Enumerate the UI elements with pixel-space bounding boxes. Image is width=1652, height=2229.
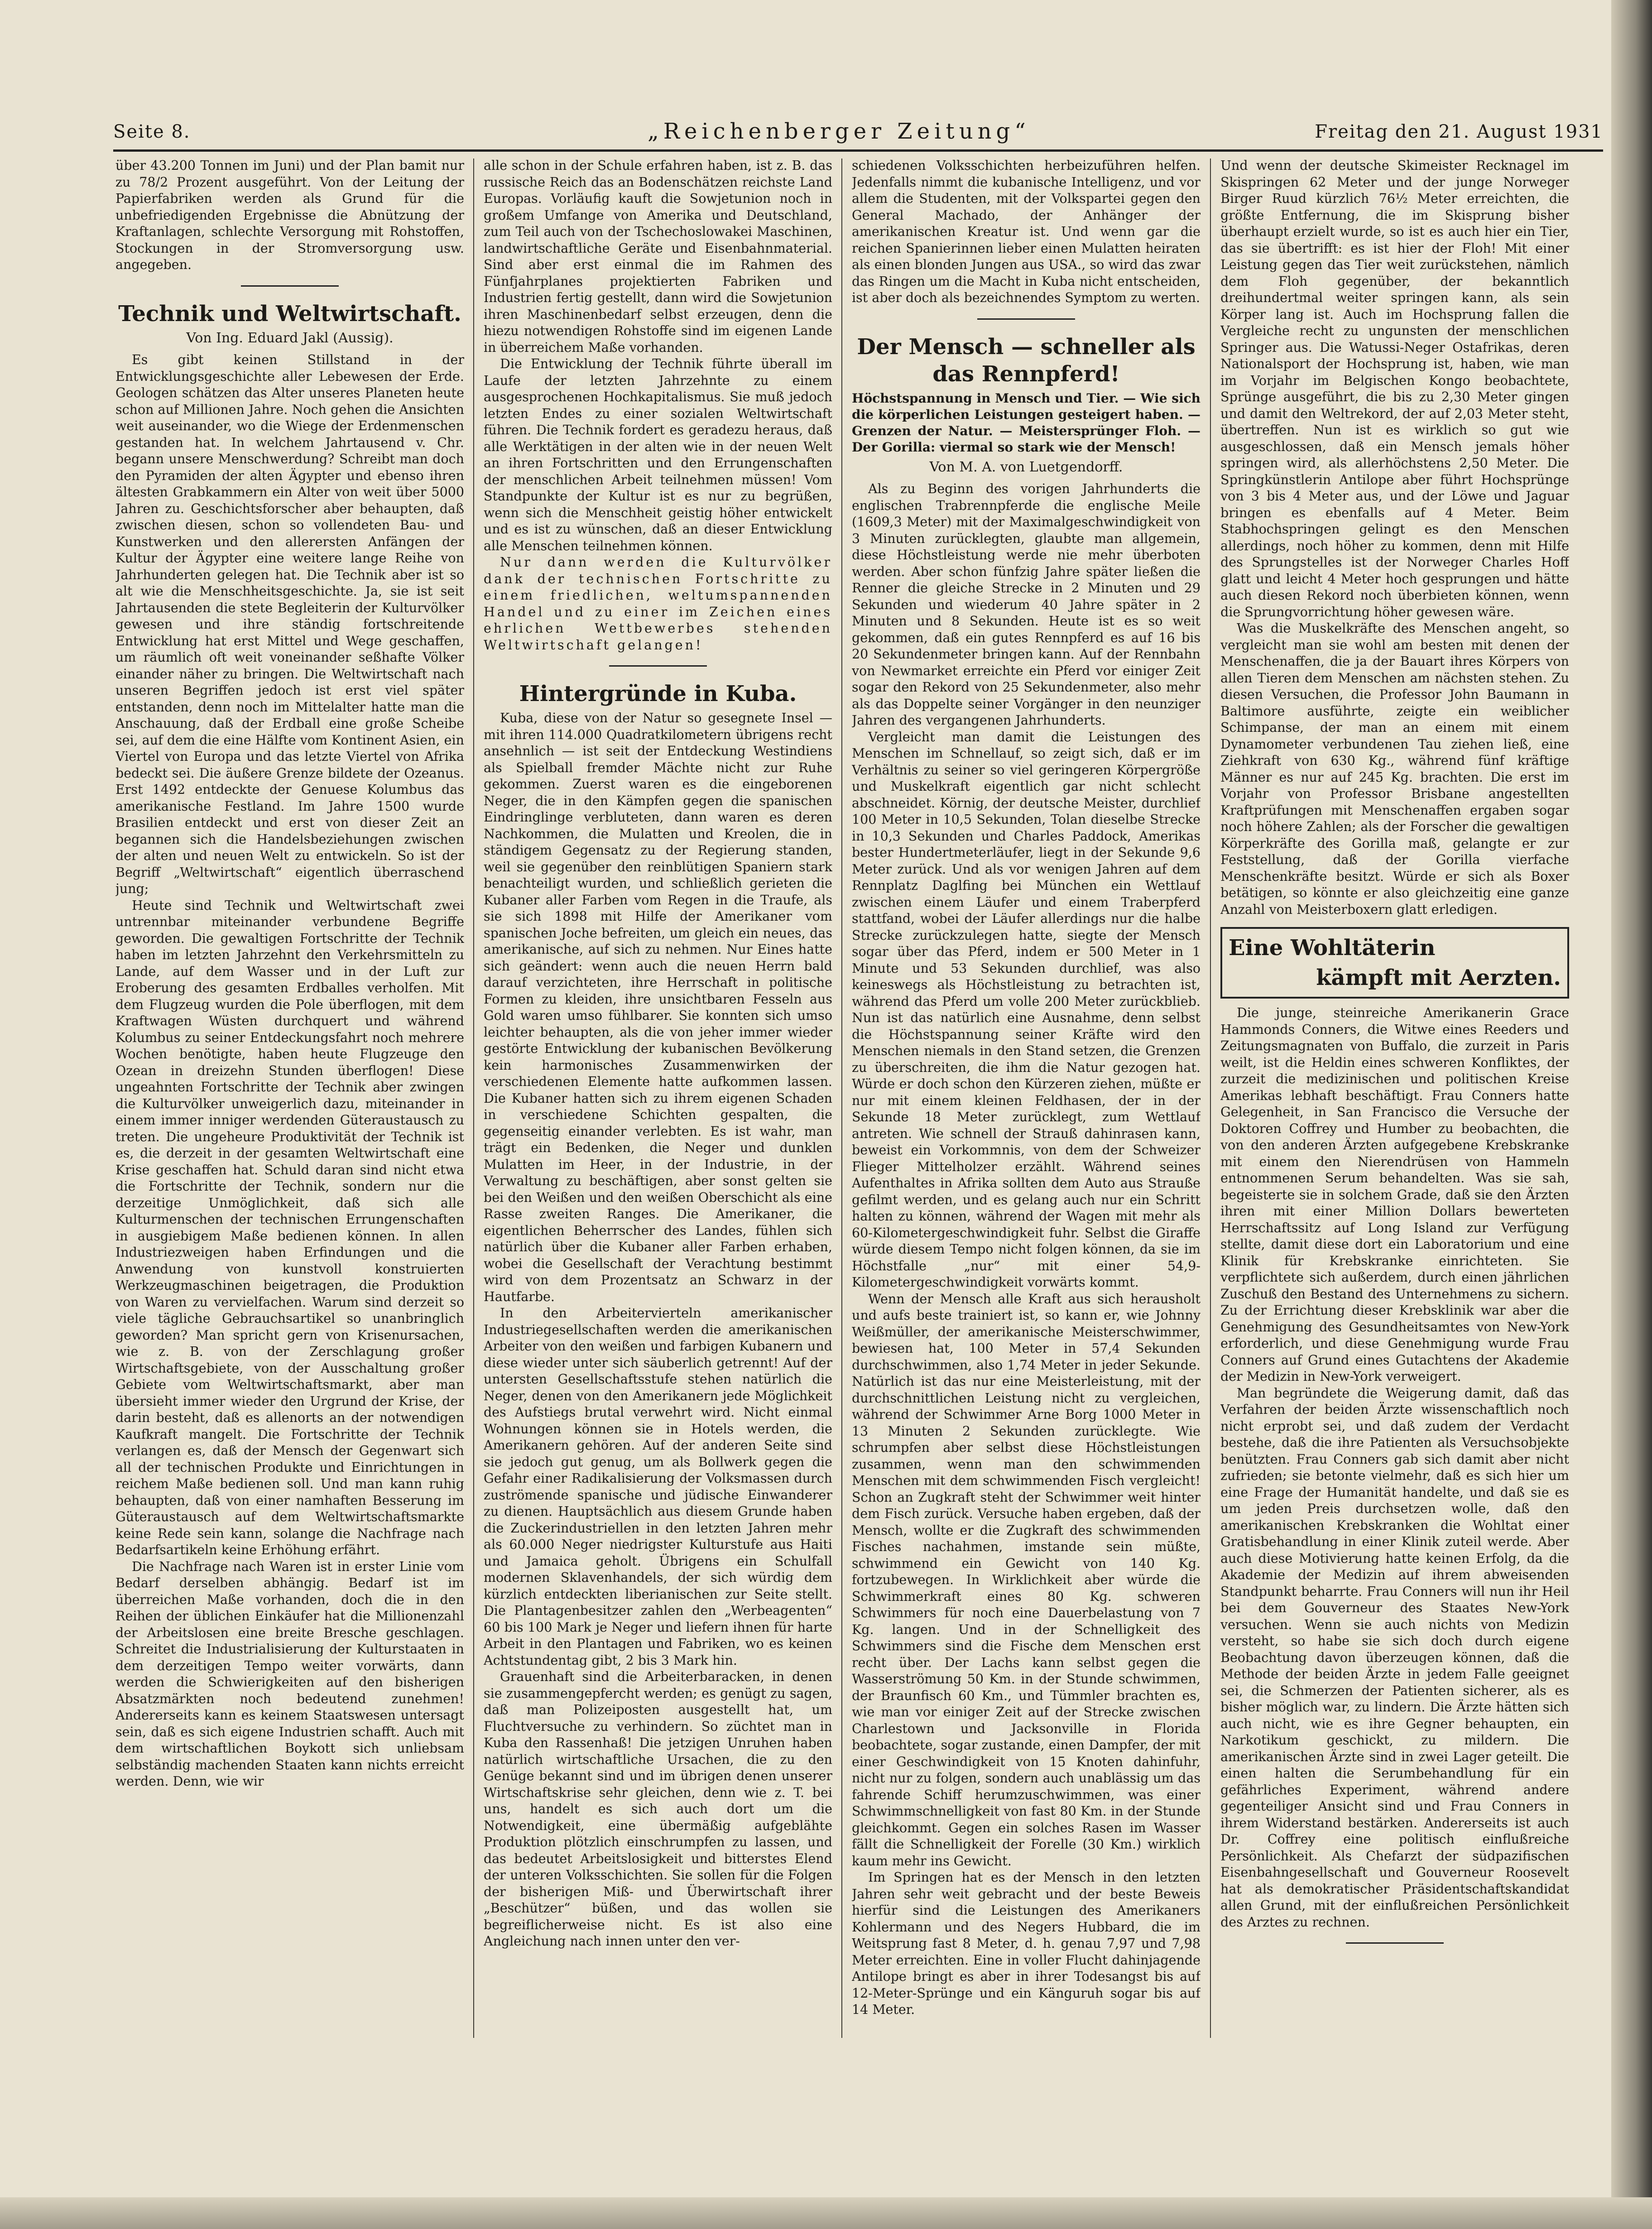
article-paragraph: Die junge, steinreiche Amerikanerin Grace Hammonds Conners, die Witwe eines Reeders und Zeitungsmagnaten von Buffalo, die zurzeit in Paris weilt, ist die Heldin eines schweren Konfliktes, der zurzeit die medizinischen und politischen Kreise Amerikas lebhaft beschäftigt. Frau Conners hatte Gelegenheit, in San Francisco die Versuche der Doktoren Coffrey und Humber zu beobachten, die von den anderen Ärzten aufgegebene Krebskranke mit einem den Nierendrüsen von Hammeln entnommenen Serum behandelten. Was sie sah, begeisterte sie in solchem Grade, daß sie den Ärzten ihren mit einer Million Dollars bewerteten Herrschaftssitz auf Long Island zur Verfügung stellte, damit diese dort ein Laboratorium und eine Klinik für Krebskranke einrichteten. Sie verpflichtete sich außerdem, durch einen jährlichen Zuschuß den Bestand des Unternehmens zu sichern. Zu der Errichtung dieser Krebsklinik war aber die Genehmigung des Gesundheitsamtes von New-York erforderlich, und diese Genehmigung wurde Frau Conners auf Grund eines Gutachtens der Akademie der Medizin in New-York verweigert. [1220, 1005, 1569, 1384]
column-1 [115, 158, 464, 2060]
article-paragraph: Es gibt keinen Stillstand in der Entwicklungsgeschichte aller Lebewesen der Erde. Geologen schätzen das Alter unseres Planeten heute schon auf Millionen Jahre. Noch gehen die Ansichten weit auseinander, wo die Wiege der Erdenmenschen gestanden hat. In welchem Jahrtausend v. Chr. begann unsere Menschwerdung? Schreibt man doch den Pyramiden der alten Ägypter und ebenso ihren ältesten Grabkammern ein Alter von weit über 5000 Jahren zu. Geschichtsforscher aber behaupten, daß zwischen diesen, schon so vollendeten Bau- und Kunstwerken und den allerersten Anfängen der Kultur der Ägypter eine weitere lange Reihe von Jahrhunderten gelegen hat. Die Technik aber ist so alt wie die Menschheitsgeschichte. Ja, sie ist seit Jahrtausenden die stete Begleiterin der Kulturvölker gewesen und ihre ständig fortschreitende Entwicklung hat erst Mittel und Wege geschaffen, um räumlich oft weit voneinander seßhafte Völker einander näher zu bringen. Die Weltwirtschaft nach unseren Begriffen jedoch ist erst viel später entstanden, denn noch im Mittelalter hatte man die Anschauung, daß der Erdball eine große Scheibe sei, auf dem die eine Hälfte vom Kontinent Asien, ein Viertel von Europa und das letzte Viertel von Afrika bedeckt sei. Die äußere Grenze bildete der Ozeanus. Erst 1492 entdeckte der Genuese Kolumbus das amerikanische Festland. Im Jahre 1500 wurde Brasilien entdeckt und erst von dieser Zeit an begannen sich die Handelsbeziehungen zwischen der alten und neuen Welt zu entwickeln. So ist der Begriff „Weltwirtschaft“ eigentlich überraschend jung; [115, 352, 464, 896]
article-paragraph: Und wenn der deutsche Skimeister Recknagel im Skispringen 62 Meter und der junge Norweger Birger Ruud kürzlich 76½ Meter erreichten, die größte Entfernung, die im Skisprung bisher überhaupt erzielt wurde, so ist es auch hier ein Tier, das sie übertrifft: es ist hier der Floh! Mit einer Leistung gegen das Tier weit zurückstehen, nämlich dem Floh gegenüber, der bekanntlich dreihundertmal weiter springen kann, als sein Körper lang ist. Auch im Hochsprung fallen die Vergleiche recht zu ungunsten der menschlichen Springer aus. Die Watussi-Neger Ostafrikas, deren Nationalsport der Hochsprung ist, haben, wie man im Vorjahr im Belgischen Kongo beobachtete, Sprünge ausgeführt, die bis zu 2,30 Meter gingen und damit den Weltrekord, der auf 2,03 Meter steht, übertreffen. Nun ist es wirklich so gut wie ausgeschlossen, daß ein Mensch jemals höher springen wird, als allerhöchstens 2,50 Meter. Die Springkünstlerin Antilope aber führt Hochsprünge von 3 bis 4 Meter aus, und der Löwe und Jaguar bringen es ebenfalls auf 4 Meter. Beim Stabhochspringen gelingt es den Menschen allerdings, noch höher zu kommen, denn mit Hilfe des Sprungstelles ist der Norweger Charles Hoff glatt und leicht 4 Meter hoch gesprungen und hätte auch diesen Rekord noch überbieten können, wenn die Sprungvorrichtung höher gewesen wäre. [1220, 158, 1569, 620]
article-paragraph: Nur dann werden die Kulturvölker dank der technischen Fortschritte zu einem friedlichen, weltumspannenden Handel und zu einer im Zeichen eines ehrlichen Wettbewerbes stehenden Weltwirtschaft gelangen! [484, 555, 832, 653]
issue-date: Freitag den 21. August 1931 [1315, 121, 1603, 142]
newspaper-title: „Reichenberger Zeitung“ [648, 119, 1030, 144]
article-headline: kämpft mit Aerzten. [1316, 965, 1561, 990]
article-headline: Hintergründe in Kuba. [519, 681, 797, 706]
article-paragraph: alle schon in der Schule erfahren haben, ist z. B. das russische Reich das an Bodenschätzen reichste Land Europas. Vorläufig kauft die Sowjetunion noch in großem Umfange von Amerika und Deutschland, zum Teil auch von der Tschechoslowakei Maschinen, landwirtschaftliche Geräte und Eisenbahnmaterial. Sind aber erst einmal die im Rahmen des Fünfjahrplanes projektierten Fabriken und Industrien fertig gestellt, dann wird die Sowjetunion ihren Maschinenbedarf selbst erzeugen, denn die hiezu notwendigen Rohstoffe sind im eigenen Lande in überreichem Maße vorhanden. [484, 158, 832, 355]
headline-box [1220, 927, 1569, 999]
article-paragraph: Die Entwicklung der Technik führte überall im Laufe der letzten Jahrzehnte zu einem ausgesprochenen Hochkapitalismus. Sie muß jedoch letzten Endes zu einer sozialen Weltwirtschaft führen. Die Technik fordert es geradezu heraus, daß alle Werktätigen in der alten wie in der neuen Welt an ihren Fortschritten und den Errungenschaften der menschlichen Arbeit teilnehmen müssen! Vom Standpunkte der Kultur ist es nur zu begrüßen, wenn sich die Menschheit geistig höher entwickelt und es ist zu wünschen, daß an dieser Entwicklung alle Menschen teilnehmen können. [484, 356, 832, 553]
page-number: Seite 8. [113, 121, 191, 142]
article-divider [977, 318, 1075, 320]
article-paragraph: Im Springen hat es der Mensch in den letzten Jahren sehr weit gebracht und der beste Beweis hierfür sind die Leistungen des Amerikaners Kohlermann und des Negers Hubbard, die im Weitsprung fast 8 Meter, d. h. genau 7,97 und 7,98 Meter erreichten. Eine in voller Flucht dahinjagende Antilope bringt es aber in ihrer Todesangst bis auf 12-Meter-Sprünge und ein Känguruh sogar bis auf 14 Meter. [852, 1870, 1201, 2017]
scan-edge-right [1611, 0, 1652, 2229]
page-header [113, 121, 1603, 149]
article-paragraph: Grauenhaft sind die Arbeiterbaracken, in denen sie zusammengepfercht werden; es genügt zu sagen, daß man Polizeiposten ausgestellt hat, um Fluchtversuche zu verhindern. So züchtet man in Kuba den Rassenhaß! Die jetzigen Unruhen haben natürlich wirtschaftliche Ursachen, die zu den Genüge bekannt sind und im übrigen denen unserer Wirtschaftskrise sehr gleichen, denn wie z. T. bei uns, handelt es sich auch dort um die Notwendigkeit, eine übermäßig aufgeblähte Produktion plötzlich einschrumpfen zu lassen, und das bedeutet Arbeitslosigkeit und bitterstes Elend der unteren Volksschichten. Sie sollen für die Folgen der bisherigen Miß- und Überwirtschaft ihrer „Beschützer“ büßen, und das wollen sie begreiflicherweise nicht. Es ist also eine Angleichung nach innen unter den ver- [484, 1669, 832, 1949]
article-headline: Technik und Weltwirtschaft. [118, 301, 461, 327]
column-3 [852, 158, 1201, 2060]
article-paragraph: Heute sind Technik und Weltwirtschaft zwei untrennbar miteinander verbundene Begriffe geworden. Die gewaltigen Fortschritte der Technik haben im letzten Jahrzehnt den Verkehrsmitteln zu Lande, auf dem Wasser und in der Luft zur Eroberung des gesamten Erdballes verholfen. Mit dem Flugzeug wurden die Pole überflogen, mit dem Kraftwagen Wüsten durchquert und während Kolumbus zu seiner Entdeckungsfahrt noch mehrere Wochen benötigte, haben heute Flugzeuge den Ozean in dreizehn Stunden überflogen! Diese ungeahnten Fortschritte der Technik aber zwingen die Kulturvölker unweigerlich dazu, miteinander in einem immer inniger werdenden Güteraustausch zu treten. Die ungeheure Produktivität der Technik ist es, die derzeit in der gesamten Weltwirtschaft eine Krise geschaffen hat. Schuld daran sind nicht etwa die Fortschritte der Technik, sondern nur die derzeitige Unmöglichkeit, daß sich alle Kulturmenschen der technischen Errungenschaften in ausgiebigem Maße bedienen können. In allen Industriezweigen haben Erfindungen und die Anwendung von kunstvoll konstruierten Werkzeugmaschinen beigetragen, die Produktion von Waren zu vervielfachen. Warum sind derzeit so viele tägliche Gebrauchsartikel so unanbringlich geworden? Man spricht gern von Krisenursachen, wie z. B. von der Zerschlagung großer Wirtschaftsgebiete, von der Ausschaltung großer Gebiete vom Weltwirtschaftsmarkt, aber man übersieht immer wieder den Urgrund der Krise, der darin besteht, daß es allenorts an der notwendigen Kaufkraft mangelt. Die Fortschritte der Technik verlangen es, daß der Mensch der Gegenwart sich all der technischen Produkte und Einrichtungen in reichem Maße bedienen soll. Und man kann ruhig behaupten, daß von einer namhaften Besserung im Güteraustausch auf dem Weltwirtschaftsmarkte keine Rede sein kann, solange die Nachfrage nach Bedarfsartikeln keine Erhöhung erfährt. [115, 898, 464, 1557]
column-2 [484, 158, 832, 2060]
article-continuation: über 43.200 Tonnen im Juni) und der Plan bamit nur zu 78/2 Prozent ausgeführt. Von der Leitung der Papierfabriken werden als Grund für die unbefriedigenden Ergebnisse die Abnützung der Kraftanlagen, schlechte Versorgung mit Rohstoffen, Stockungen in der Stromversorgung usw. angegeben. [115, 158, 464, 272]
article-paragraph: Man begründete die Weigerung damit, daß das Verfahren der beiden Ärzte wissenschaftlich noch nicht erprobt sei, und daß zudem der Verdacht bestehe, daß die ihre Patienten als Versuchsobjekte benützten. Frau Conners gab sich damit aber nicht zufrieden; sie betonte vielmehr, daß es sich hier um eine Frage der Humanität handelte, und daß sie es um jeden Preis durchsetzen wolle, daß den amerikanischen Krebskranken die Wohltat einer Gratisbehandlung in einer Klinik zuteil werde. Aber auch diese Motivierung hatte keinen Erfolg, da die Akademie der Medizin auf ihrem abweisenden Standpunkt beharrte. Frau Conners will nun ihr Heil bei dem Gouverneur des Staates New-York versuchen. Wenn sie auch nichts von Medizin versteht, so habe sie sich doch durch eigene Beobachtung davon überzeugen können, daß die Methode der beiden Ärzte in jedem Falle geeignet sei, die Schmerzen der Patienten sicherer, als es bisher möglich war, zu lindern. Die Ärzte hätten sich auch nicht, wie es ihre Gegner behaupten, ein Narkotikum geschickt, zu mildern. Die amerikanischen Ärzte sind in zwei Lager geteilt. Die einen halten die Serumbehandlung für ein gefährliches Experiment, während andere gegenteiliger Ansicht sind und Frau Conners in ihrem Widerstand bestärken. Andererseits ist auch Dr. Coffrey eine politisch einflußreiche Persönlichkeit. Als Chefarzt der südpazifischen Eisenbahngesellschaft und Gouverneur Roosevelt hat als demokratischer Präsidentschaftskandidat allen Grund, mit der einflußreichen Persönlichkeit des Arztes zu rechnen. [1220, 1385, 1569, 1930]
article-byline: Von M. A. von Luetgendorff. [929, 459, 1123, 475]
article-paragraph: Was die Muskelkräfte des Menschen angeht, so vergleicht man sie wohl am besten mit denen der Menschenaffen, die ja der Bauart ihres Körpers von allen Tieren dem Menschen am nächsten stehen. Zu diesen Versuchen, die Professor John Baumann in Baltimore ausführte, zeigte ein weiblicher Schimpanse, der man an einem mit einem Dynamometer verbundenen Tau ziehen ließ, eine Ziehkraft von 630 Kg., während fünf kräftige Männer es nur auf 245 Kg. brachten. Die erst im Vorjahr von Professor Brisbane angestellten Kraftprüfungen mit Menschenaffen ergaben sogar noch höhere Zahlen; als der Forscher die gewaltigen Körperkräfte des Gorilla maß, gelangte er zur Feststellung, daß der Gorilla vierfache Menschenkräfte besitzt. Würde er sich als Boxer betätigen, so könnte er also gleichzeitig eine ganze Anzahl von Meisterboxern glatt erledigen. [1220, 621, 1569, 917]
article-divider [241, 285, 339, 287]
column-rule [473, 159, 474, 2038]
article-paragraph: In den Arbeitervierteln amerikanischer Industriegesellschaften werden die amerikanischen Arbeiter von den weißen und farbigen Kubanern und diese wieder unter sich säuberlich getrennt! Auf der untersten Gesellschaftsstufe stehen natürlich die Neger, denen von den Amerikanern jede Möglichkeit des Aufstiegs brutal verwehrt wird. Nicht einmal Wohnungen können sie in Hotels werden, die Amerikanern gehören. Auf der anderen Seite sind sie jedoch gut genug, um als Bollwerk gegen die Gefahr einer Radikalisierung der Volksmassen durch zuströmende spanische und jüdische Einwanderer zu dienen. Hauptsächlich aus diesem Grunde haben die Zuckerindustriellen in den letzten Jahren mehr als 60.000 Neger niedrigster Kulturstufe aus Haiti und Jamaica geholt. Übrigens ein Schulfall modernen Sklavenhandels, der sich würdig dem kürzlich entdeckten liberianischen zur Seite stellt. Die Plantagenbesitzer zahlen den „Werbeagenten“ 60 bis 100 Mark je Neger und liefern ihnen für harte Arbeit in den Plantagen und Fabriken, wo es keinen Achtstundentag gibt, 2 bis 3 Mark hin. [484, 1306, 832, 1668]
article-paragraph: Kuba, diese von der Natur so gesegnete Insel — mit ihren 114.000 Quadratkilometern übrigens recht ansehnlich — ist seit der Entdeckung Westindiens als Spielball fremder Mächte nicht zur Ruhe gekommen. Zuerst waren es die eingeborenen Neger, die in den Kämpfen gegen die spanischen Eindringlinge verbluteten, dann waren es deren Nachkommen, die Mulatten und Kreolen, die in ständigem Gegensatz zu der Regierung standen, weil sie gegenüber den reinblütigen Spaniern stark benachteiligt wurden, und schließlich gerieten die Kubaner aller Farben vom Regen in die Traufe, als sie sich 1898 mit Hilfe der Amerikaner vom spanischen Joche befreiten, um gleich ein neues, das amerikanische, auf sich zu nehmen. Nur Eines hatte sich geändert: wenn auch die neuen Herrn bald darauf verzichteten, ihre Herrschaft in politische Formen zu kleiden, ihre unsichtbaren Fesseln aus Gold waren umso fühlbarer. Sie konnten sich umso leichter behaupten, als die von jeher immer wieder gestörte Entwicklung der kubanischen Bevölkerung kein harmonisches Zusammenwirken der verschiedenen Elemente hatte aufkommen lassen. Die Kubaner hatten sich zu ihrem eigenen Schaden in verschiedene Schichten gespalten, die gegenseitig einander verlebten. Es ist wahr, man trägt ein Bedenken, die Neger und dunklen Mulatten im Heer, in der Industrie, in der Verwaltung zu beschäftigen, aber sonst gelten sie bei den Weißen und den weißen Oberschicht als eine Rasse zweiten Ranges. Die Amerikaner, die eigentlichen Beherrscher des Landes, fühlen sich natürlich über die Kubaner aller Farben erhaben, wobei die Gesellschaft der Verachtung bestimmt wird von dem Prozentsatz an Schwarz in der Hautfarbe. [484, 711, 832, 1304]
article-byline: Von Ing. Eduard Jakl (Aussig). [186, 330, 394, 346]
column-rule [1210, 159, 1211, 2038]
article-continuation: schiedenen Volksschichten herbeizuführen helfen. Jedenfalls nimmt die kubanische Intelligenz, und vor allem die Studenten, mit der Volkspartei gegen den General Machado, der Anhänger der amerikanischen Kreatur ist. Und wenn gar die reichen Spanierinnen lieber einen Mulatten heiraten als einen blonden Jungen aus USA., so wird das zwar das Ringen um die Macht in Kuba nicht entscheiden, ist aber doch als bezeichnendes Symptom zu werten. [852, 158, 1201, 305]
article-paragraph: Die Nachfrage nach Waren ist in erster Linie vom Bedarf derselben abhängig. Bedarf ist im überreichen Maße vorhanden, doch die in den Reihen der üblichen Einkäufer hat die Millionenzahl der Arbeitslosen eine breite Bresche geschlagen. Schreitet die Industrialisierung der Kulturstaaten in dem derzeitigen Tempo weiter vorwärts, dann werden die Schwierigkeiten auf den bisherigen Absatzmärkten noch bedeutend zunehmen! Andererseits kann es keinem Staatswesen untersagt sein, daß es sich eigene Industrien schafft. Auch mit dem wirtschaftlichen Boykott sich unliebsam selbständig machenden Staaten kann nichts erreicht werden. Denn, wie wir [115, 1559, 464, 1789]
column-rule [841, 159, 842, 2038]
article-divider [1346, 1942, 1444, 1944]
article-headline: Der Mensch — schneller als das Rennpferd! [857, 334, 1196, 387]
column-4 [1220, 158, 1569, 2060]
article-paragraph: Als zu Beginn des vorigen Jahrhunderts die englischen Trabrennpferde die englische Meile (1609,3 Meter) mit der Maximalgeschwindigkeit von 3 Minuten zurücklegten, glaubte man allgemein, diese Höchstleistung werde nie mehr überboten werden. Aber schon fünfzig Jahre später ließen die Renner die gleiche Strecke in 2 Minuten und 29 Sekunden und wiederum 40 Jahre später in 2 Minuten und 8 Sekunden. Heute ist es so weit gekommen, daß ein gutes Rennpferd es auf 16 bis 20 Sekundenmeter bringen kann. Auf der Rennbahn von Newmarket erreichte ein Pferd vor einiger Zeit sogar den Rekord von 25 Sekundenmeter, also mehr als das Doppelte seiner Vorgänger in den neunziger Jahren des vergangenen Jahrhunderts. [852, 481, 1201, 728]
article-divider [609, 665, 707, 667]
article-paragraph: Vergleicht man damit die Leistungen des Menschen im Schnellauf, so zeigt sich, daß er im Verhältnis zu seiner so viel geringeren Körpergröße und Muskelkraft eigentlich gar nicht schlecht abschneidet. Körnig, der deutsche Meister, durchlief 100 Meter in 10,5 Sekunden, Tolan dieselbe Strecke in 10,3 Sekunden und Charles Paddock, Amerikas bester Hundertmeterläufer, liegt in der Sekunde 9,6 Meter zurück. Und als vor wenigen Jahren auf dem Rennplatz Daglfing bei München ein Wettlauf zwischen einem Läufer und einem Traberpferd stattfand, wobei der Läufer allerdings nur die halbe Strecke zurückzulegen hatte, siegte der Mensch sogar über das Pferd, indem er 500 Meter in 1 Minute und 53 Sekunden durchlief, was also keineswegs als Höchstleistung zu betrachten ist, während das Pferd um volle 200 Meter zurückblieb. Nun ist das natürlich eine Ausnahme, denn selbst die Höchstspannung seiner Kräfte wird den Menschen niemals in den Stand setzen, die Grenzen zu überschreiten, die ihm die Natur gezogen hat. Würde er doch schon den Kürzeren ziehen, müßte er nur mit einem kleinen Feldhasen, der in der Sekunde 18 Meter zurücklegt, zum Wettlauf antreten. Wie schnell der Strauß dahinrasen kann, beweist ein Vorkommnis, von dem der Schweizer Flieger Mittelholzer erzählt. Während seines Aufenthaltes in Afrika sollten dem Auto aus Strauße gefilmt werden, und es gelang auch nur ein Schritt halten zu können, während der Wagen mit mehr als 60-Kilometergeschwindigkeit fuhr. Selbst die Giraffe würde diesem Tempo nicht folgen können, da sie im Höchstfalle „nur“ mit einer 54,9-Kilometergeschwindigkeit vorwärts kommt. [852, 729, 1201, 1290]
scan-edge-bottom [0, 2197, 1652, 2229]
header-rule [113, 149, 1603, 152]
article-headline: Eine Wohltäterin [1229, 935, 1436, 961]
article-subheadline: Höchstspannung in Mensch und Tier. — Wie sich die körperlichen Leistungen gesteigert haben. — Grenzen der Natur. — Meistersprünger Floh. — Der Gorilla: viermal so stark wie der Mensch! [852, 390, 1201, 455]
article-paragraph: Wenn der Mensch alle Kraft aus sich herausholt und aufs beste trainiert ist, so kann er, wie Johnny Weißmüller, der amerikanische Meisterschwimmer, bewiesen hat, 100 Meter in 57,4 Sekunden durchschwimmen, also 1,74 Meter in jeder Sekunde. Natürlich ist das nur eine Meisterleistung, mit der durchschnittlichen Leistung nicht zu vergleichen, während der Schwimmer Arne Borg 1000 Meter in 13 Minuten 2 Sekunden zurücklegte. Wie schrumpfen aber selbst diese Höchstleistungen zusammen, wenn man den schwimmenden Menschen mit dem schwimmenden Fisch vergleicht! Schon an Zugkraft steht der Schwimmer weit hinter dem Fisch zurück. Versuche haben ergeben, daß der Mensch, wollte er die Zugkraft des schwimmenden Fisches nachahmen, imstande sein müßte, schwimmend ein Gewicht von 140 Kg. fortzubewegen. In Wirklichkeit aber würde die Schwimmerkraft eines 80 Kg. schweren Schwimmers für noch eine Dauerbelastung von 7 Kg. langen. Und in der Schnelligkeit des Schwimmers sind die Fische dem Menschen erst recht über. Der Lachs kann selbst gegen die Wasserströmung 50 Km. in der Stunde schwimmen, der Braunfisch 60 Km., und Tümmler brachten es, wie man vor einiger Zeit auf der Strecke zwischen Charlestown und Jacksonville in Florida beobachtete, sogar zustande, einen Dampfer, der mit einer Geschwindigkeit von 15 Knoten dahinfuhr, nicht nur zu folgen, sondern auch unablässig um das fahrende Schiff herumzuschwimmen, was einer Schwimmschnelligkeit von fast 80 Km. in der Stunde gleichkommt. Gegen ein solches Rasen im Wasser fällt die Schnelligkeit der Forelle (30 Km.) wirklich kaum mehr ins Gewicht. [852, 1291, 1201, 1869]
